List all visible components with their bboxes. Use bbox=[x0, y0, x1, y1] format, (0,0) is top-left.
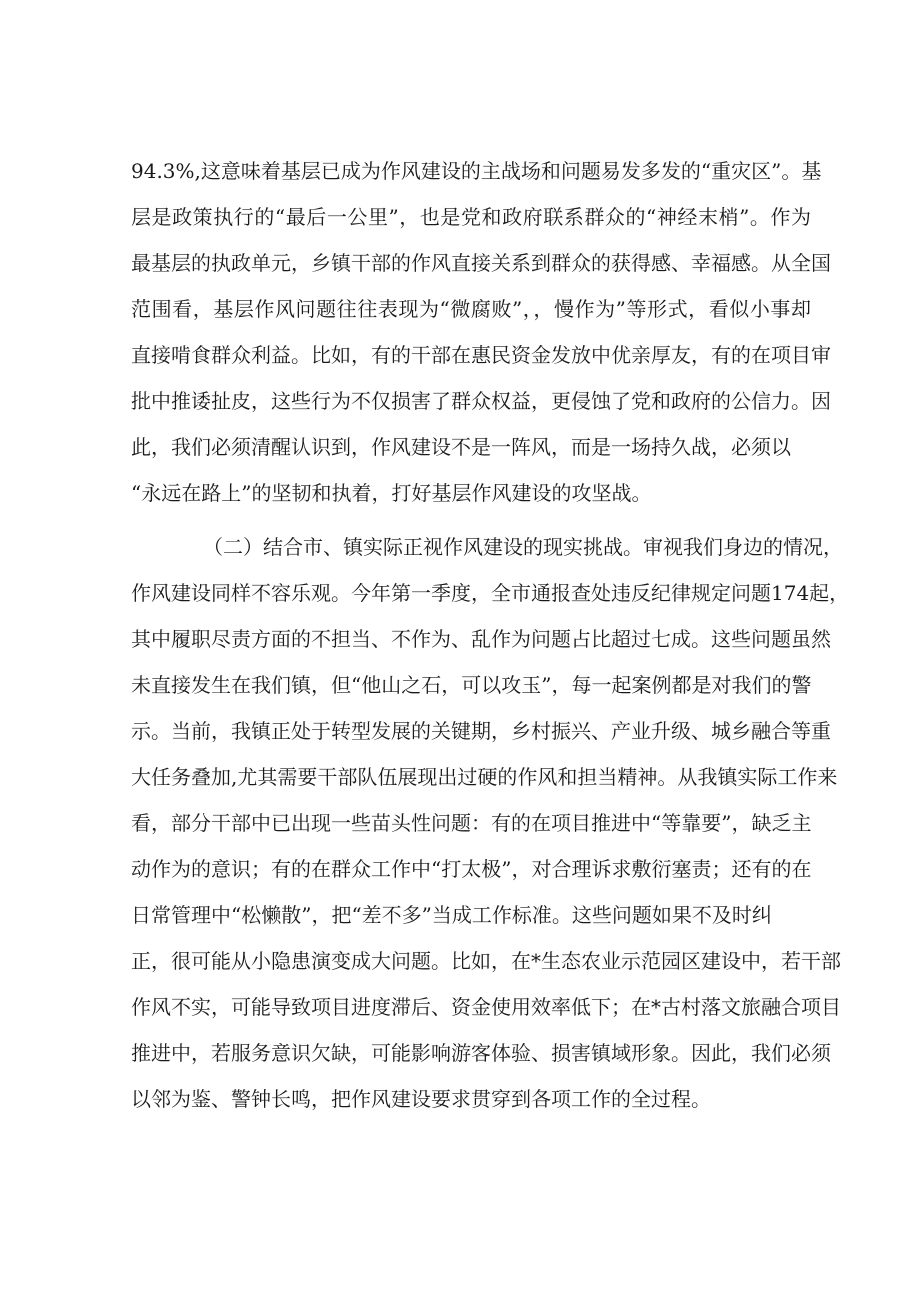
paragraph-2-line: 正，很可能从小隐患演变成大问题。比如，在*生态农业示范园区建设中，若干部 bbox=[131, 949, 841, 973]
paragraph-2-line: 示。当前，我镇正处于转型发展的关键期，乡村振兴、产业升级、城乡融合等重 bbox=[131, 719, 831, 743]
paragraph-2-line: 大任务叠加,尤其需要干部队伍展现出过硬的作风和担当精神。从我镇实际工作来 bbox=[131, 765, 838, 789]
paragraph-2-line: 其中履职尽责方面的不担当、不作为、乱作为问题占比超过七成。这些问题虽然 bbox=[131, 627, 831, 651]
paragraph-2-line: 日常管理中“松懒散”，把“差不多”当成工作标准。这些问题如果不及时纠 bbox=[131, 903, 772, 927]
paragraph-1-line: 94.3%,这意味着基层已成为作风建设的主战场和问题易发多发的“重灾区”。基 bbox=[131, 159, 822, 183]
paragraph-2-line: 作风不实，可能导致项目进度滞后、资金使用效率低下；在*古村落文旅融合项目 bbox=[131, 995, 841, 1019]
paragraph-2-line: 以邻为鉴、警钟长鸣，把作风建设要求贯穿到各项工作的全过程。 bbox=[131, 1087, 711, 1111]
paragraph-2-line: 未直接发生在我们镇，但“他山之石，可以攻玉”，每一起案例都是对我们的警 bbox=[131, 673, 812, 697]
paragraph-1-line: 层是政策执行的“最后一公里”，也是党和政府联系群众的“神经末梢”。作为 bbox=[131, 205, 811, 229]
paragraph-2-line: 推进中，若服务意识欠缺，可能影响游客体验、损害镇域形象。因此，我们必须 bbox=[131, 1041, 831, 1065]
paragraph-1-line: “永远在路上”的坚韧和执着，打好基层作风建设的攻坚战。 bbox=[131, 481, 652, 505]
paragraph-1-line: 最基层的执政单元，乡镇干部的作风直接关系到群众的获得感、幸福感。从全国 bbox=[131, 251, 831, 275]
paragraph-2-line: 动作为的意识；有的在群众工作中“打太极”，对合理诉求敷衍塞责；还有的在 bbox=[131, 857, 812, 881]
paragraph-1-line: 此，我们必须清醒认识到，作风建设不是一阵风，而是一场持久战，必须以 bbox=[131, 435, 791, 459]
paragraph-2-line: 作风建设同样不容乐观。今年第一季度，全市通报查处违反纪律规定问题174起， bbox=[131, 581, 850, 605]
paragraph-1-line: 范围看，基层作风问题往往表现为“微腐败”，，慢作为”等形式，看似小事却 bbox=[131, 297, 811, 321]
paragraph-2-line: 看，部分干部中已出现一些苗头性问题：有的在项目推进中“等靠要”，缺乏主 bbox=[131, 811, 812, 835]
paragraph-1-line: 直接啃食群众利益。比如，有的干部在惠民资金发放中优亲厚友，有的在项目审 bbox=[131, 343, 831, 367]
paragraph-1-line: 批中推诿扯皮，这些行为不仅损害了群众权益，更侵蚀了党和政府的公信力。因 bbox=[131, 389, 831, 413]
paragraph-2-line: （二）结合市、镇实际正视作风建设的现实挑战。审视我们身边的情况， bbox=[203, 535, 843, 559]
